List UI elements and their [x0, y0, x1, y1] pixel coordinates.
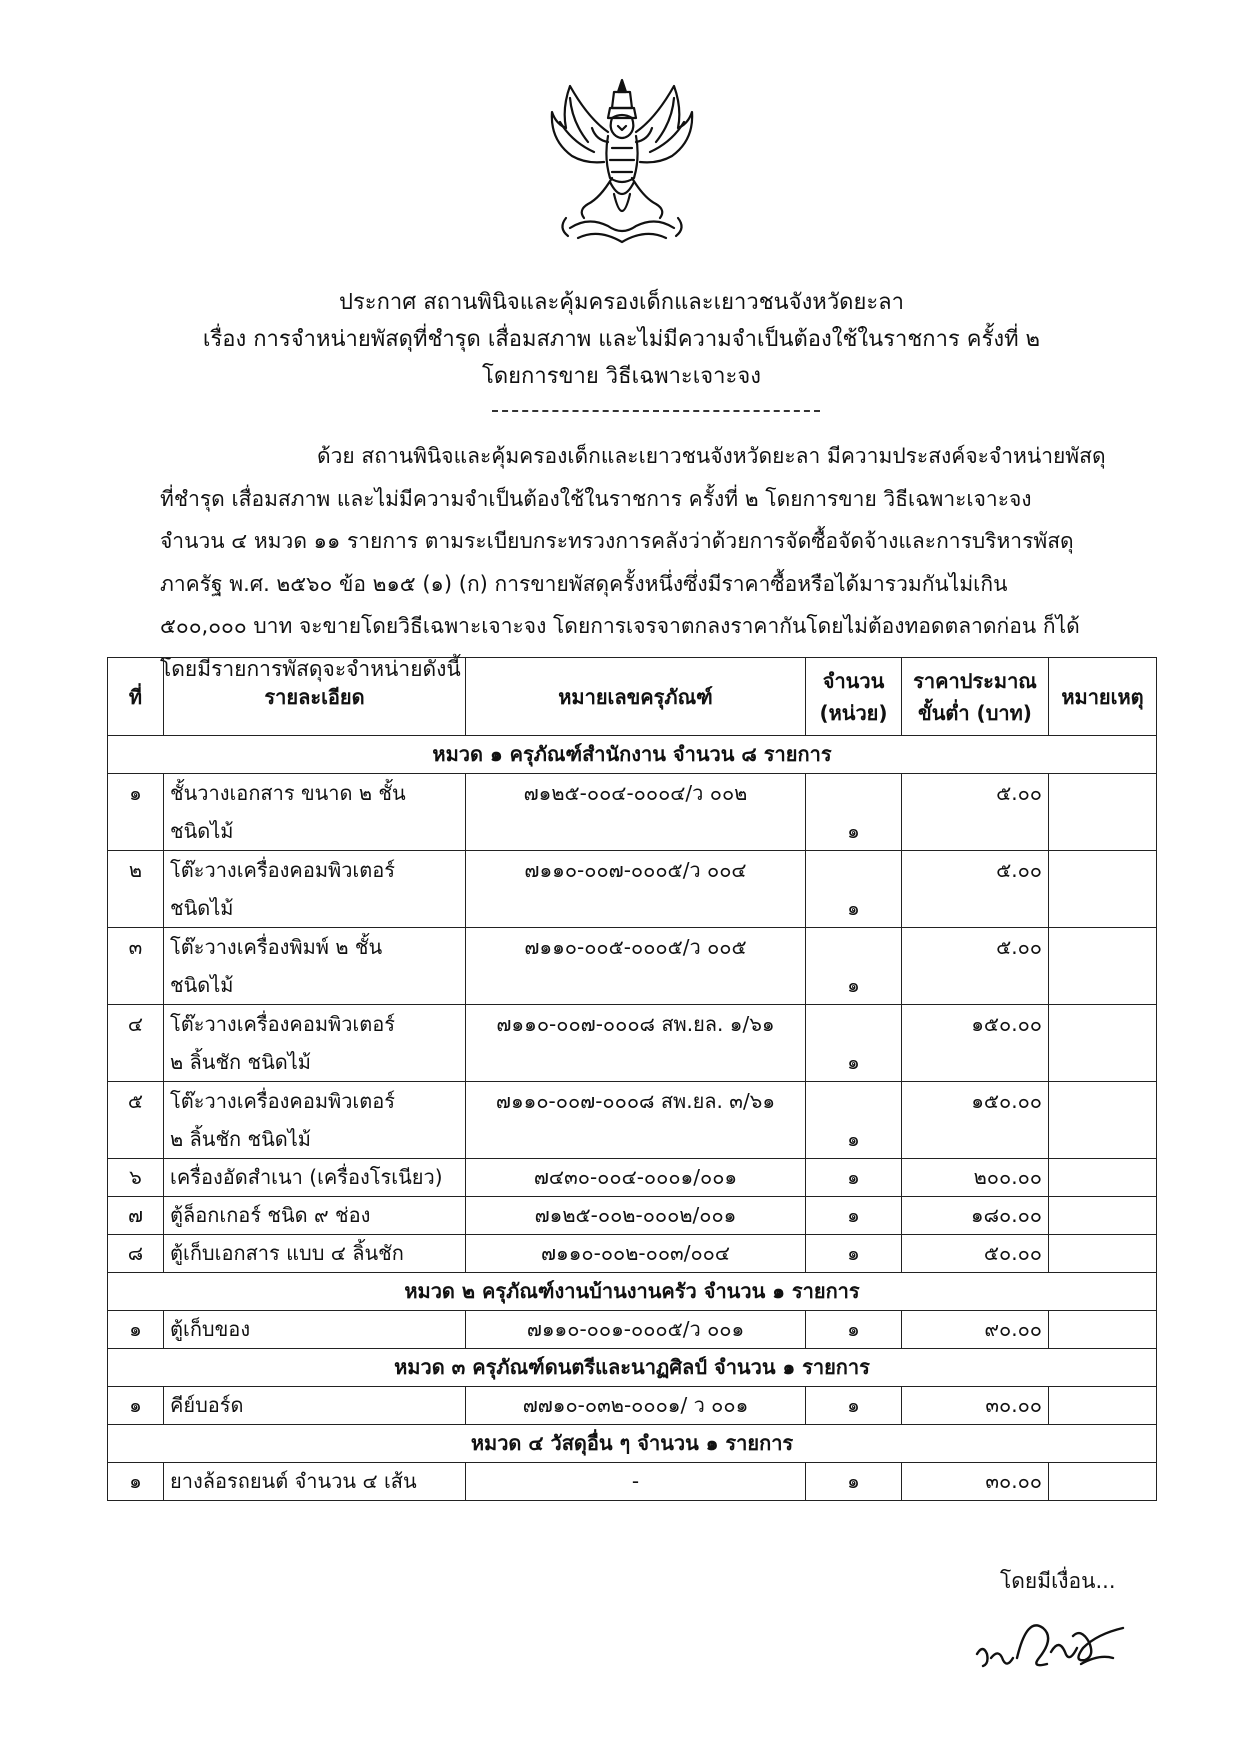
- row-quantity: ๑: [806, 851, 902, 928]
- category-row: [108, 1425, 1157, 1463]
- column-header-qty: [806, 658, 902, 736]
- row-note: [1049, 1235, 1157, 1273]
- table-row: [108, 1235, 1157, 1273]
- column-header-desc: รายละเอียด: [164, 658, 466, 736]
- row-quantity: ๑: [806, 1463, 902, 1501]
- row-asset-number: ๗๑๒๕-๐๐๒-๐๐๐๒/๐๐๑: [466, 1197, 806, 1235]
- intro-line: โดยมีรายการพัสดุจะจำหน่ายดังนี้: [160, 656, 461, 681]
- row-note: [1049, 1082, 1157, 1159]
- category-title: หมวด ๑ ครุภัณฑ์สำนักงาน จำนวน ๘ รายการ: [108, 736, 1157, 774]
- row-asset-number: ๗๗๑๐-๐๓๒-๐๐๐๑/ ว ๐๐๑: [466, 1387, 806, 1425]
- table-row: [108, 851, 1157, 928]
- table-row: [108, 1005, 1157, 1082]
- table-row: [108, 1463, 1157, 1501]
- row-quantity: ๑: [806, 1082, 902, 1159]
- row-quantity: ๑: [806, 1311, 902, 1349]
- description-line: ชนิดไม้: [170, 896, 234, 920]
- description-line: โต๊ะวางเครื่องพิมพ์ ๒ ชั้น: [170, 935, 383, 959]
- row-note: [1049, 1005, 1157, 1082]
- intro-line: ที่ชำรุด เสื่อมสภาพ และไม่มีความจำเป็นต้องใช้ในราชการ ครั้งที่ ๒ โดยการขาย วิธีเฉพาะเจาะจง: [160, 486, 1032, 511]
- table-row: [108, 1082, 1157, 1159]
- header-divider: [492, 410, 820, 412]
- column-header-price: [902, 658, 1049, 736]
- row-note: [1049, 1463, 1157, 1501]
- description-line: ชนิดไม้: [170, 819, 234, 843]
- description-line: โต๊ะวางเครื่องคอมพิวเตอร์: [170, 1089, 395, 1113]
- row-note: [1049, 1311, 1157, 1349]
- row-price: ๑๘๐.๐๐: [902, 1197, 1049, 1235]
- row-description: ยางล้อรถยนต์ จำนวน ๔ เส้น: [164, 1463, 466, 1501]
- row-asset-number: ๗๔๓๐-๐๐๔-๐๐๐๑/๐๐๑: [466, 1159, 806, 1197]
- row-price: ๕.๐๐: [902, 774, 1049, 851]
- table-row: [108, 1387, 1157, 1425]
- table-row: [108, 928, 1157, 1005]
- row-asset-number: ๗๑๑๐-๐๐๑-๐๐๐๕/ว ๐๐๑: [466, 1311, 806, 1349]
- row-price: ๕๐.๐๐: [902, 1235, 1049, 1273]
- row-quantity: ๑: [806, 1387, 902, 1425]
- category-title: หมวด ๓ ครุภัณฑ์ดนตรีและนาฏศิลป์ จำนวน ๑ รายการ: [108, 1349, 1157, 1387]
- row-asset-number: ๗๑๑๐-๐๐๒-๐๐๓/๐๐๔: [466, 1235, 806, 1273]
- row-price: ๓๐.๐๐: [902, 1387, 1049, 1425]
- row-number: ๕: [108, 1082, 164, 1159]
- table-row: [108, 1311, 1157, 1349]
- row-note: [1049, 1159, 1157, 1197]
- row-asset-number: ๗๑๑๐-๐๐๕-๐๐๐๕/ว ๐๐๕: [466, 928, 806, 1005]
- row-description: [164, 851, 466, 928]
- row-price: ๑๕๐.๐๐: [902, 1005, 1049, 1082]
- category-row: [108, 1349, 1157, 1387]
- price-header-line2: ขั้นต่ำ (บาท): [918, 700, 1032, 725]
- row-asset-number: ๗๑๑๐-๐๐๗-๐๐๐๕/ว ๐๐๔: [466, 851, 806, 928]
- description-line: ๒ ลิ้นชัก ชนิดไม้: [170, 1127, 311, 1151]
- row-number: ๗: [108, 1197, 164, 1235]
- row-number: ๑: [108, 774, 164, 851]
- row-description: [164, 1082, 466, 1159]
- table-header-row: [108, 658, 1157, 736]
- row-note: [1049, 851, 1157, 928]
- column-header-no: ที่: [108, 658, 164, 736]
- handwritten-signature: [973, 1608, 1133, 1678]
- continuation-text: โดยมีเงื่อน...: [1000, 1569, 1116, 1593]
- row-description: คีย์บอร์ด: [164, 1387, 466, 1425]
- table-row: [108, 1197, 1157, 1235]
- description-line: ชนิดไม้: [170, 973, 234, 997]
- intro-line: ๕๐๐,๐๐๐ บาท จะขายโดยวิธีเฉพาะเจาะจง โดยการเจรจาตกลงราคากันโดยไม่ต้องทอดตลาดก่อน ก็ได้: [160, 614, 1080, 638]
- row-quantity: ๑: [806, 1159, 902, 1197]
- row-asset-number: ๗๑๑๐-๐๐๗-๐๐๐๘ สพ.ยล. ๑/๖๑: [466, 1005, 806, 1082]
- row-note: [1049, 1197, 1157, 1235]
- row-number: ๖: [108, 1159, 164, 1197]
- row-description: [164, 928, 466, 1005]
- table-row: [108, 774, 1157, 851]
- category-row: [108, 736, 1157, 774]
- row-number: ๑: [108, 1387, 164, 1425]
- garuda-emblem-icon: [548, 78, 696, 250]
- row-quantity: ๑: [806, 774, 902, 851]
- column-header-note: หมายเหตุ: [1049, 658, 1157, 736]
- row-note: [1049, 928, 1157, 1005]
- row-number: ๘: [108, 1235, 164, 1273]
- category-title: หมวด ๒ ครุภัณฑ์งานบ้านงานครัว จำนวน ๑ รายการ: [108, 1273, 1157, 1311]
- row-quantity: ๑: [806, 928, 902, 1005]
- category-title: หมวด ๔ วัสดุอื่น ๆ จำนวน ๑ รายการ: [108, 1425, 1157, 1463]
- row-quantity: ๑: [806, 1235, 902, 1273]
- announcement-subject: เรื่อง การจำหน่ายพัสดุที่ชำรุด เสื่อมสภาพ และไม่มีความจำเป็นต้องใช้ในราชการ ครั้งที่ ๒: [202, 327, 1041, 352]
- row-note: [1049, 1387, 1157, 1425]
- row-price: ๙๐.๐๐: [902, 1311, 1049, 1349]
- row-asset-number: ๗๑๒๕-๐๐๔-๐๐๐๔/ว ๐๐๒: [466, 774, 806, 851]
- row-note: [1049, 774, 1157, 851]
- description-line: โต๊ะวางเครื่องคอมพิวเตอร์: [170, 1012, 395, 1036]
- intro-line: จำนวน ๔ หมวด ๑๑ รายการ ตามระเบียบกระทรวงการคลังว่าด้วยการจัดซื้อจัดจ้างและการบริหารพัสดุ: [160, 529, 1074, 553]
- row-quantity: ๑: [806, 1005, 902, 1082]
- description-line: ๒ ลิ้นชัก ชนิดไม้: [170, 1050, 311, 1074]
- price-header-line1: ราคาประมาณ: [913, 668, 1037, 693]
- row-number: ๓: [108, 928, 164, 1005]
- announcement-title: ประกาศ สถานพินิจและคุ้มครองเด็กและเยาวชนจังหวัดยะลา: [339, 290, 904, 315]
- row-description: เครื่องอัดสำเนา (เครื่องโรเนียว): [164, 1159, 466, 1197]
- table-row: [108, 1159, 1157, 1197]
- row-number: ๑: [108, 1311, 164, 1349]
- category-row: [108, 1273, 1157, 1311]
- qty-header-line1: จำนวน: [822, 668, 885, 693]
- row-price: ๒๐๐.๐๐: [902, 1159, 1049, 1197]
- row-description: [164, 1005, 466, 1082]
- column-header-asset: หมายเลขครุภัณฑ์: [466, 658, 806, 736]
- description-line: ชั้นวางเอกสาร ขนาด ๒ ชั้น: [170, 781, 406, 805]
- announcement-method: โดยการขาย วิธีเฉพาะเจาะจง: [482, 364, 761, 389]
- row-number: ๒: [108, 851, 164, 928]
- intro-line: ภาครัฐ พ.ศ. ๒๕๖๐ ข้อ ๒๑๕ (๑) (ก) การขายพัสดุครั้งหนึ่งซึ่งมีราคาซื้อหรือได้มารวมกันไม่เกิน: [160, 571, 1008, 596]
- row-description: ตู้เก็บของ: [164, 1311, 466, 1349]
- row-asset-number: ๗๑๑๐-๐๐๗-๐๐๐๘ สพ.ยล. ๓/๖๑: [466, 1082, 806, 1159]
- row-price: ๕.๐๐: [902, 928, 1049, 1005]
- row-quantity: ๑: [806, 1197, 902, 1235]
- row-number: ๔: [108, 1005, 164, 1082]
- qty-header-line2: (หน่วย): [819, 700, 888, 725]
- row-description: ตู้ล็อกเกอร์ ชนิด ๙ ช่อง: [164, 1197, 466, 1235]
- row-description: ตู้เก็บเอกสาร แบบ ๔ ลิ้นชัก: [164, 1235, 466, 1273]
- intro-line: ด้วย สถานพินิจและคุ้มครองเด็กและเยาวชนจังหวัดยะลา มีความประสงค์จะจำหน่ายพัสดุ: [317, 444, 1106, 468]
- intro-paragraph: [160, 435, 1125, 690]
- row-number: ๑: [108, 1463, 164, 1501]
- row-price: ๑๕๐.๐๐: [902, 1082, 1049, 1159]
- row-price: ๓๐.๐๐: [902, 1463, 1049, 1501]
- row-asset-number: -: [466, 1463, 806, 1501]
- row-price: ๕.๐๐: [902, 851, 1049, 928]
- items-table: [107, 657, 1157, 1501]
- description-line: โต๊ะวางเครื่องคอมพิวเตอร์: [170, 858, 395, 882]
- announcement-header: [120, 284, 1123, 395]
- row-description: [164, 774, 466, 851]
